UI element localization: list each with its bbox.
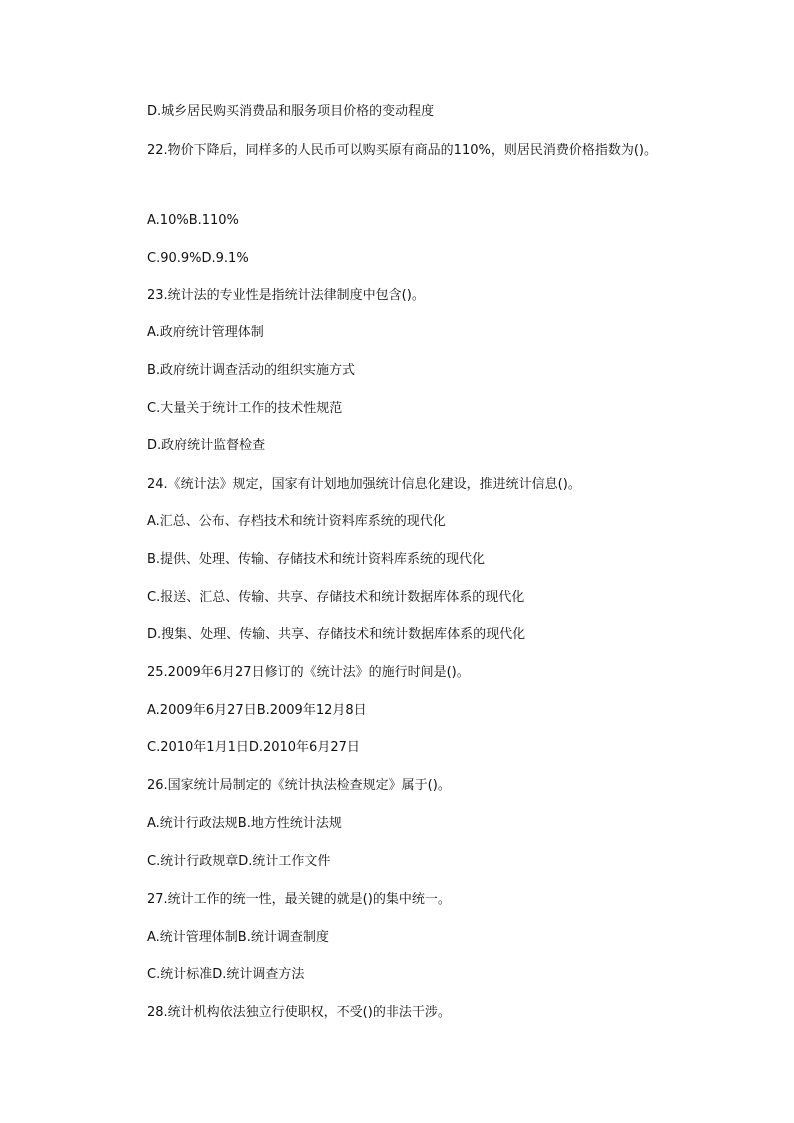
option-23-c: C.大量关于统计工作的技术性规范 — [147, 401, 343, 416]
option-24-c: C.报送、汇总、传输、共享、存储技术和统计数据库体系的现代化 — [147, 590, 525, 605]
options-27-ab: A.统计管理体制B.统计调查制度 — [147, 930, 329, 945]
option-21-d: D.城乡居民购买消费品和服务项目价格的变动程度 — [147, 104, 435, 119]
option-23-d: D.政府统计监督检查 — [147, 438, 266, 453]
question-25: 25.2009年6月27日修订的《统计法》的施行时间是()。 — [147, 665, 470, 680]
question-26: 26.国家统计局制定的《统计执法检查规定》属于()。 — [147, 778, 451, 793]
options-26-cd: C.统计行政规章D.统计工作文件 — [147, 854, 331, 869]
options-25-ab: A.2009年6月27日B.2009年12月8日 — [147, 703, 367, 718]
options-27-cd: C.统计标准D.统计调查方法 — [147, 967, 305, 982]
options-25-cd: C.2010年1月1日D.2010年6月27日 — [147, 740, 360, 755]
question-23: 23.统计法的专业性是指统计法律制度中包含()。 — [147, 288, 425, 303]
options-22-ab: A.10%B.110% — [147, 213, 239, 228]
question-28: 28.统计机构依法独立行使职权，不受()的非法干涉。 — [147, 1005, 451, 1020]
options-22-cd: C.90.9%D.9.1% — [147, 251, 249, 266]
options-26-ab: A.统计行政法规B.地方性统计法规 — [147, 816, 342, 831]
question-22: 22.物价下降后，同样多的人民币可以购买原有商品的110%，则居民消费价格指数为()。 — [147, 143, 657, 158]
option-24-b: B.提供、处理、传输、存储技术和统计资料库系统的现代化 — [147, 552, 486, 567]
option-24-d: D.搜集、处理、传输、共享、存储技术和统计数据库体系的现代化 — [147, 627, 526, 642]
question-24: 24.《统计法》规定，国家有计划地加强统计信息化建设，推进统计信息()。 — [147, 477, 581, 492]
option-23-b: B.政府统计调查活动的组织实施方式 — [147, 363, 356, 378]
option-23-a: A.政府统计管理体制 — [147, 325, 264, 340]
question-27: 27.统计工作的统一性，最关键的就是()的集中统一。 — [147, 892, 451, 907]
option-24-a: A.汇总、公布、存档技术和统计资料库系统的现代化 — [147, 514, 446, 529]
